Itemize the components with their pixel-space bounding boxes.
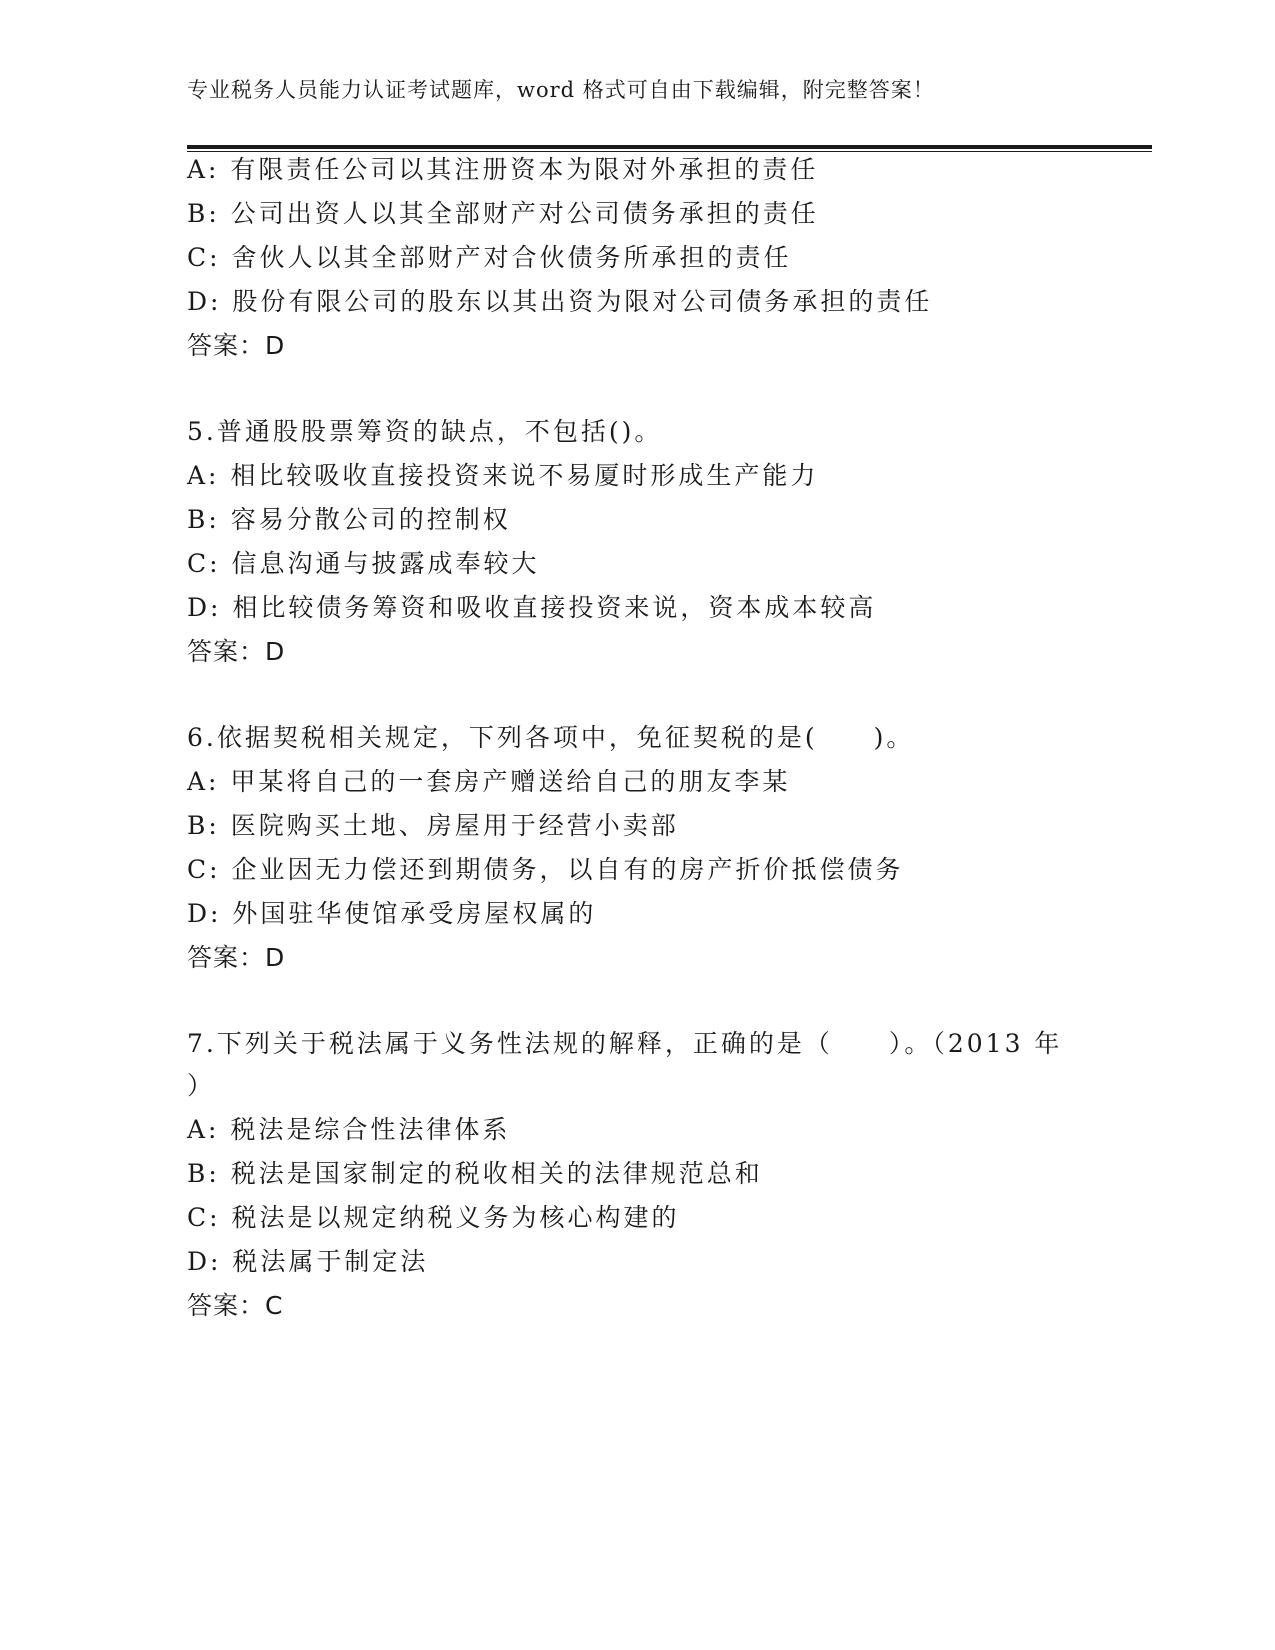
q6-option-d: D: 外国驻华使馆承受房屋权属的 xyxy=(187,899,597,928)
q7-question-line2: ） xyxy=(187,1071,216,1100)
q7-question-line1: 7.下列关于税法属于义务性法规的解释，正确的是（ ）。（2013 年 xyxy=(187,1029,1063,1058)
q7-answer: 答案：C xyxy=(187,1291,284,1320)
q6-option-a: A: 甲某将自己的一套房产赠送给自己的朋友李某 xyxy=(187,767,791,796)
q6-option-b: B: 医院购买土地、房屋用于经营小卖部 xyxy=(187,811,679,840)
q5-option-b: B: 容易分散公司的控制权 xyxy=(187,505,511,534)
q7-option-a: A: 税法是综合性法律体系 xyxy=(187,1115,511,1144)
page-header: 专业税务人员能力认证考试题库，word 格式可自由下载编辑，附完整答案！ xyxy=(187,78,935,102)
q5-answer: 答案：D xyxy=(187,637,286,666)
q5-option-c: C: 信息沟通与披露成奉较大 xyxy=(187,549,540,578)
q5-option-a: A: 相比较吸收直接投资来说不易厦时形成生产能力 xyxy=(187,461,819,490)
q4-option-c: C: 舍伙人以其全部财产对合伙债务所承担的责任 xyxy=(187,243,792,272)
q7-option-d: D: 税法属于制定法 xyxy=(187,1247,429,1276)
header-rule-thin xyxy=(187,151,1152,152)
q4-option-d: D: 股份有限公司的股东以其出资为限对公司债务承担的责任 xyxy=(187,287,933,316)
q4-option-a: A: 有限责任公司以其注册资本为限对外承担的责任 xyxy=(187,155,819,184)
q5-option-d: D: 相比较债务筹资和吸收直接投资来说，资本成本较高 xyxy=(187,593,877,622)
q6-question: 6.依据契税相关规定，下列各项中，免征契税的是( )。 xyxy=(187,723,915,752)
q4-answer: 答案：D xyxy=(187,331,286,360)
q6-option-c: C: 企业因无力偿还到期债务，以自有的房产折价抵偿债务 xyxy=(187,855,904,884)
q5-question: 5.普通股股票筹资的缺点，不包括()。 xyxy=(187,417,663,446)
q7-option-c: C: 税法是以规定纳税义务为核心构建的 xyxy=(187,1203,680,1232)
q4-option-b: B: 公司出资人以其全部财产对公司债务承担的责任 xyxy=(187,199,819,228)
header-rule-thick xyxy=(187,145,1152,149)
q7-option-b: B: 税法是国家制定的税收相关的法律规范总和 xyxy=(187,1159,763,1188)
q6-answer: 答案：D xyxy=(187,943,286,972)
